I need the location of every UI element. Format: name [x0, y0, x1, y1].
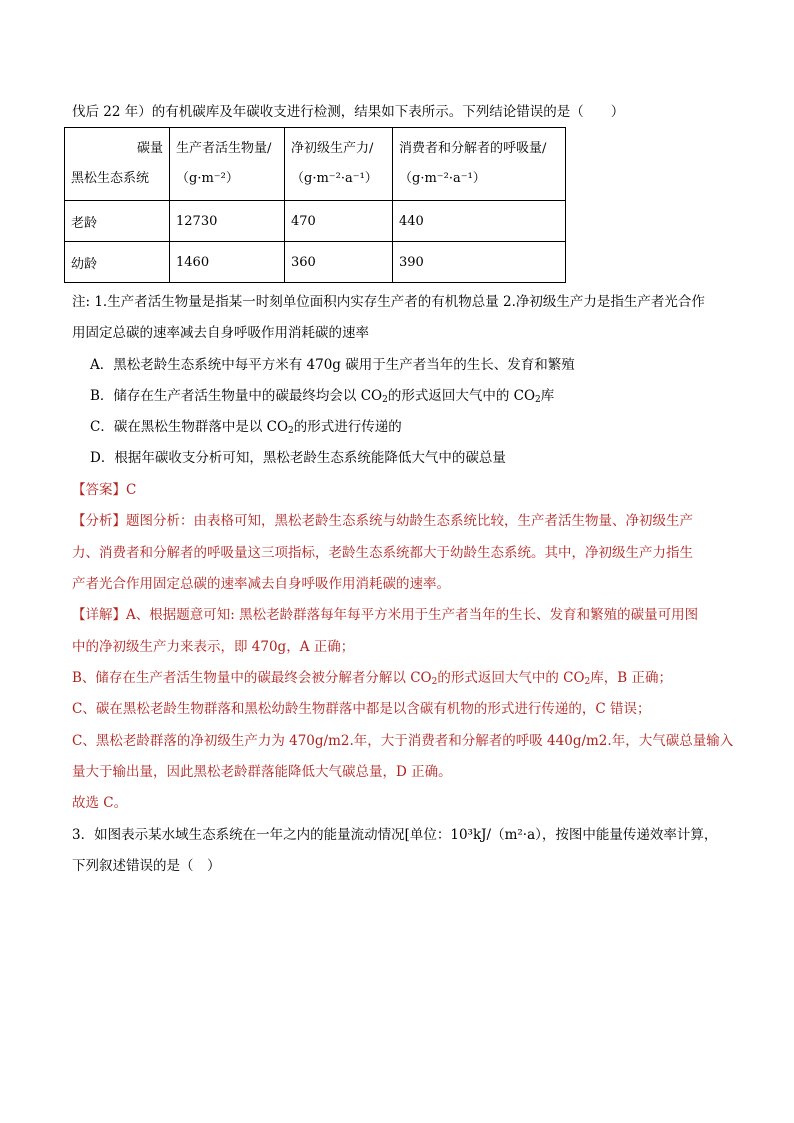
option-b	[90, 387, 554, 409]
option-b-text-3: 库	[540, 388, 555, 404]
detail-text-1: A、根据题意可知: 黑松老龄群落每年每平方米用于生产者当年的生长、发育和繁殖的碳量可用图	[126, 607, 699, 623]
col-header-npp-unit: （g·m⁻²·a⁻¹）	[291, 171, 378, 186]
option-b-text-2: 的形式返回大气中的 CO	[387, 388, 536, 404]
col-header-respiration	[393, 128, 566, 201]
cell-respiration: 440	[393, 201, 566, 242]
detail-line-3-sub-1: 2	[431, 677, 438, 687]
detail-line-6: 量大于输出量，因此黑松老龄群落能降低大气碳总量，D 正确。	[72, 764, 452, 780]
analysis-text-1: 题图分析：由表格可知，黑松老龄生态系统与幼龄生态系统比较，生产者活生物量、净初级生产	[126, 513, 693, 529]
col-header-npp	[285, 128, 393, 201]
option-b-sub-1: 2	[382, 395, 388, 405]
row-label: 幼龄	[65, 242, 170, 283]
cell-npp: 360	[285, 242, 393, 283]
question-3-line-2: 下列叙述错误的是（ ）	[72, 858, 221, 874]
row-label: 老龄	[65, 201, 170, 242]
option-c	[90, 418, 402, 440]
table-row	[65, 242, 566, 283]
question-intro: 伐后 22 年）的有机碳库及年碳收支进行检测，结果如下表所示。下列结论错误的是（ ）	[72, 104, 625, 120]
option-a: A．黑松老龄生态系统中每平方米有 470g 碳用于生产者当年的生长、发育和繁殖	[90, 357, 575, 373]
option-c-text-2: 的形式进行传递的	[293, 419, 402, 435]
detail-line-3-text-1: B、储存在生产者活生物量中的碳最终会被分解者分解以 CO	[72, 670, 432, 686]
question-3-line-1: 3．如图表示某水域生态系统在一年之内的能量流动情况[单位：10³kJ/（m²·a），按图中能量传递效率计算，	[72, 827, 718, 843]
table-header-row	[65, 128, 566, 201]
cell-biomass: 1460	[170, 242, 285, 283]
detail-line-1	[72, 606, 698, 624]
table-corner-cell	[65, 128, 170, 201]
note-line-1: 注: 1.生产者活生物量是指某一时刻单位面积内实存生产者的有机物总量 2.净初级生产力是指生产者光合作	[72, 294, 705, 310]
detail-line-3-text-2: 的形式返回大气中的 CO	[437, 670, 585, 686]
detail-line-5: C、黑松老龄群落的净初级生产力为 470g/m2.年，大于消费者和分解者的呼吸 440g/m2.年，大气碳总量输入	[72, 733, 734, 749]
detail-tag: 【详解】	[72, 607, 126, 623]
carbon-table	[64, 127, 566, 283]
detail-line-3-text-3: 库，B 正确；	[590, 670, 672, 686]
col-header-biomass-name: 生产者活生物量/	[176, 141, 272, 156]
analysis-line-1	[72, 512, 693, 530]
analysis-line-2: 力、消费者和分解者的呼吸量这三项指标，老龄生态系统都大于幼龄生态系统。其中，净初级生产力指生	[72, 545, 693, 561]
corner-top-label: 碳量	[136, 141, 163, 156]
answer-value: C	[126, 482, 137, 498]
option-c-text-1: C．碳在黑松生物群落中是以 CO	[90, 419, 289, 435]
detail-line-4: C、碳在黑松老龄生物群落和黑松幼龄生物群落中都是以含碳有机物的形式进行传递的，C 错误；	[72, 701, 651, 717]
detail-line-3-sub-2: 2	[584, 677, 591, 687]
answer-line	[72, 481, 136, 499]
table-row	[65, 201, 566, 242]
cell-biomass: 12730	[170, 201, 285, 242]
option-d: D．根据年碳收支分析可知，黑松老龄生态系统能降低大气中的碳总量	[90, 450, 506, 466]
option-b-sub-2: 2	[535, 395, 541, 405]
cell-respiration: 390	[393, 242, 566, 283]
col-header-npp-name: 净初级生产力/	[291, 141, 374, 156]
analysis-line-3: 产者光合作用固定总碳的速率减去自身呼吸作用消耗碳的速率。	[72, 576, 450, 592]
col-header-biomass	[170, 128, 285, 201]
conclusion-line: 故选 C。	[72, 795, 128, 811]
note-line-2: 用固定总碳的速率减去自身呼吸作用消耗碳的速率	[72, 325, 369, 341]
detail-line-3	[72, 669, 672, 691]
col-header-respiration-name: 消费者和分解者的呼吸量/	[399, 141, 547, 156]
col-header-biomass-unit: （g·m⁻²）	[176, 171, 239, 186]
col-header-respiration-unit: （g·m⁻²·a⁻¹）	[399, 171, 486, 186]
option-b-text-1: B．储存在生产者活生物量中的碳最终均会以 CO	[90, 388, 383, 404]
detail-line-2: 中的净初级生产力来表示，即 470g，A 正确；	[72, 639, 355, 655]
option-c-sub: 2	[288, 426, 294, 436]
answer-tag: 【答案】	[72, 482, 126, 498]
analysis-tag: 【分析】	[72, 513, 126, 529]
cell-npp: 470	[285, 201, 393, 242]
corner-bottom-label: 黑松生态系统	[71, 171, 150, 186]
